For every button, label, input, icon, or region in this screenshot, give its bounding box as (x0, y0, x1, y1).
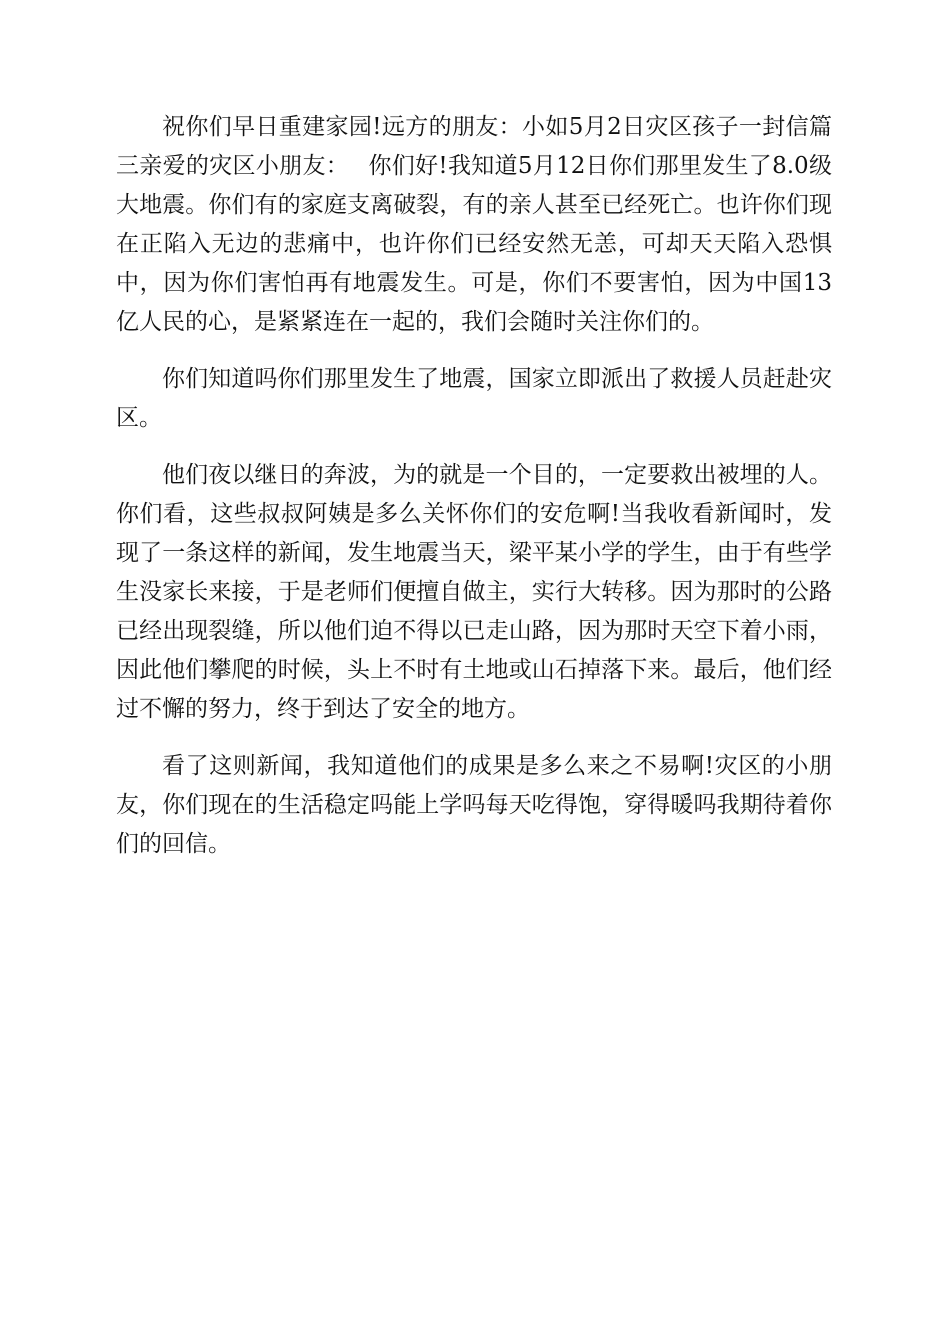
paragraph-4: 看了这则新闻，我知道他们的成果是多么来之不易啊!灾区的小朋友，你们现在的生活稳定吗能上学吗每天吃得饱，穿得暖吗我期待着你们的回信。 (116, 753, 832, 857)
document-body (116, 108, 832, 882)
paragraph-2: 你们知道吗你们那里发生了地震，国家立即派出了救援人员赶赴灾区。 (116, 366, 832, 431)
paragraph-3: 他们夜以继日的奔波，为的就是一个目的，一定要救出被埋的人。你们看，这些叔叔阿姨是多么关怀你们的安危啊!当我收看新闻时，发现了一条这样的新闻，发生地震当天，梁平某小学的学生，由于有些学生没家长来接，于是老师们便擅自做主，实行大转移。因为那时的公路已经出现裂缝，所以他们迫不得以已走山路，因为那时天空下着小雨，因此他们攀爬的时候，头上不时有土地或山石掉落下来。最后，他们经过不懈的努力，终于到达了安全的地方。 (116, 462, 832, 722)
paragraph-1: 祝你们早日重建家园!远方的朋友：小如5月2日灾区孩子一封信篇三亲爱的灾区小朋友： 你们好!我知道5月12日你们那里发生了8.0级大地震。你们有的家庭支离破裂，有的亲人甚至已经死亡。也许你们现在正陷入无边的悲痛中，也许你们已经安然无恙，可却天天陷入恐惧中，因为你们害怕再有地震发生。可是，你们不要害怕，因为中国13亿人民的心，是紧紧连在一起的，我们会随时关注你们的。 (116, 114, 832, 335)
